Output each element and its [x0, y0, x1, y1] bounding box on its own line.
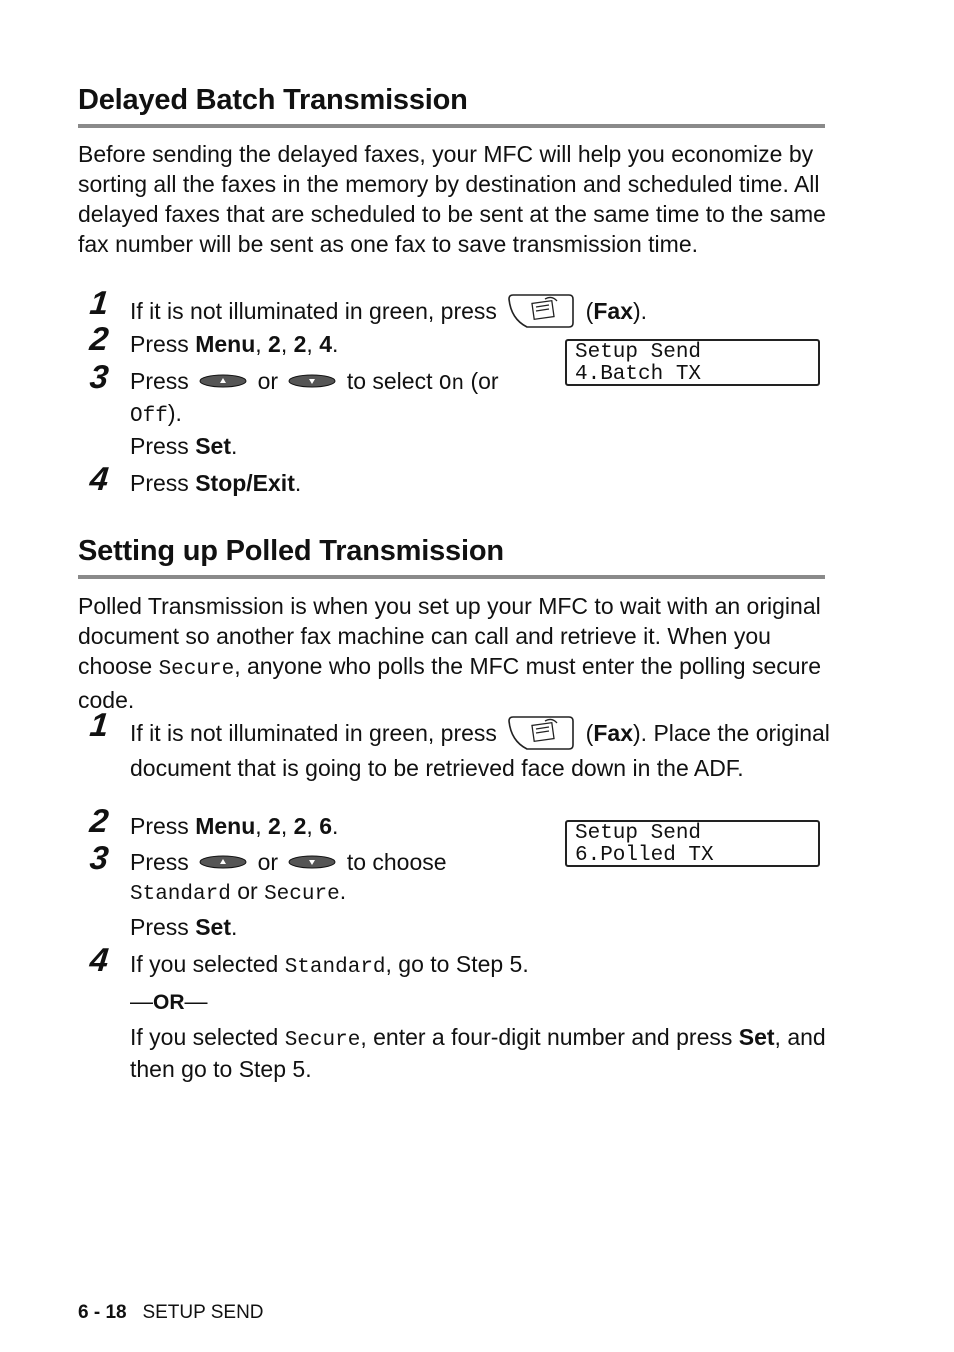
batch-step-4: Press Stop/Exit. [130, 470, 302, 496]
polled-intro: Polled Transmission is when you set up your MFC to wait with an original document so another fax machine can call and retrieve it. When you choose Secure, anyone who polls the MFC must enter the polling secure code. [78, 593, 821, 713]
polled-step-4-alt: If you selected Secure, enter a four-digit number and press Set, and then go to Step 5. [130, 1024, 826, 1082]
polled-step-1: If it is not illuminated in green, press (Fax). Place the original document that is going to be retrieved face down in the ADF. [130, 716, 830, 783]
down-arrow-key-icon [288, 855, 336, 869]
step-number: 2 [88, 320, 111, 357]
section-rule [78, 124, 825, 128]
section-rule [78, 575, 825, 579]
step-number: 1 [88, 706, 111, 743]
step-number: 3 [88, 358, 111, 395]
page-number: 6 - 18 [78, 1302, 127, 1323]
down-arrow-key-icon [288, 374, 336, 388]
polled-step-4: If you selected Standard, go to Step 5. [130, 951, 529, 979]
batch-intro: Before sending the delayed faxes, your MFC will help you economize by sorting all the faxes in the memory by destination and scheduled time. All delayed faxes that are scheduled to be sent at the same time to the same fax number will be sent as one fax to save transmission time. [78, 141, 826, 257]
polled-step-2: Press Menu, 2, 2, 6. [130, 813, 339, 839]
batch-step-1: If it is not illuminated in green, press (Fax). [130, 294, 830, 332]
batch-step-3-press-set: Press Set. [130, 433, 238, 459]
polled-step-3-press-set: Press Set. [130, 914, 238, 940]
step-number: 2 [88, 802, 111, 839]
batch-step-2: Press Menu, 2, 2, 4. [130, 331, 339, 357]
fax-key-icon [507, 713, 575, 751]
fax-key-icon [507, 291, 575, 329]
chapter-name: SETUP SEND [142, 1302, 264, 1323]
polled-step-3: Press or to choose Standard or Secure. [130, 849, 447, 906]
step-number: 3 [88, 839, 111, 876]
section-title-batch: Delayed Batch Transmission [78, 84, 468, 116]
step-number: 4 [88, 460, 111, 497]
step-number: 4 [88, 941, 111, 978]
up-arrow-key-icon [199, 855, 247, 869]
section-title-polled: Setting up Polled Transmission [78, 535, 504, 567]
up-arrow-key-icon [199, 374, 247, 388]
lcd-display: Setup Send 4.Batch TX [565, 339, 820, 386]
batch-step-3: Press or to select On (or Off). [130, 368, 499, 428]
step-number: 1 [88, 284, 111, 321]
lcd-display: Setup Send 6.Polled TX [565, 820, 820, 867]
or-separator: —OR— [130, 988, 208, 1014]
page-footer [78, 1302, 264, 1324]
